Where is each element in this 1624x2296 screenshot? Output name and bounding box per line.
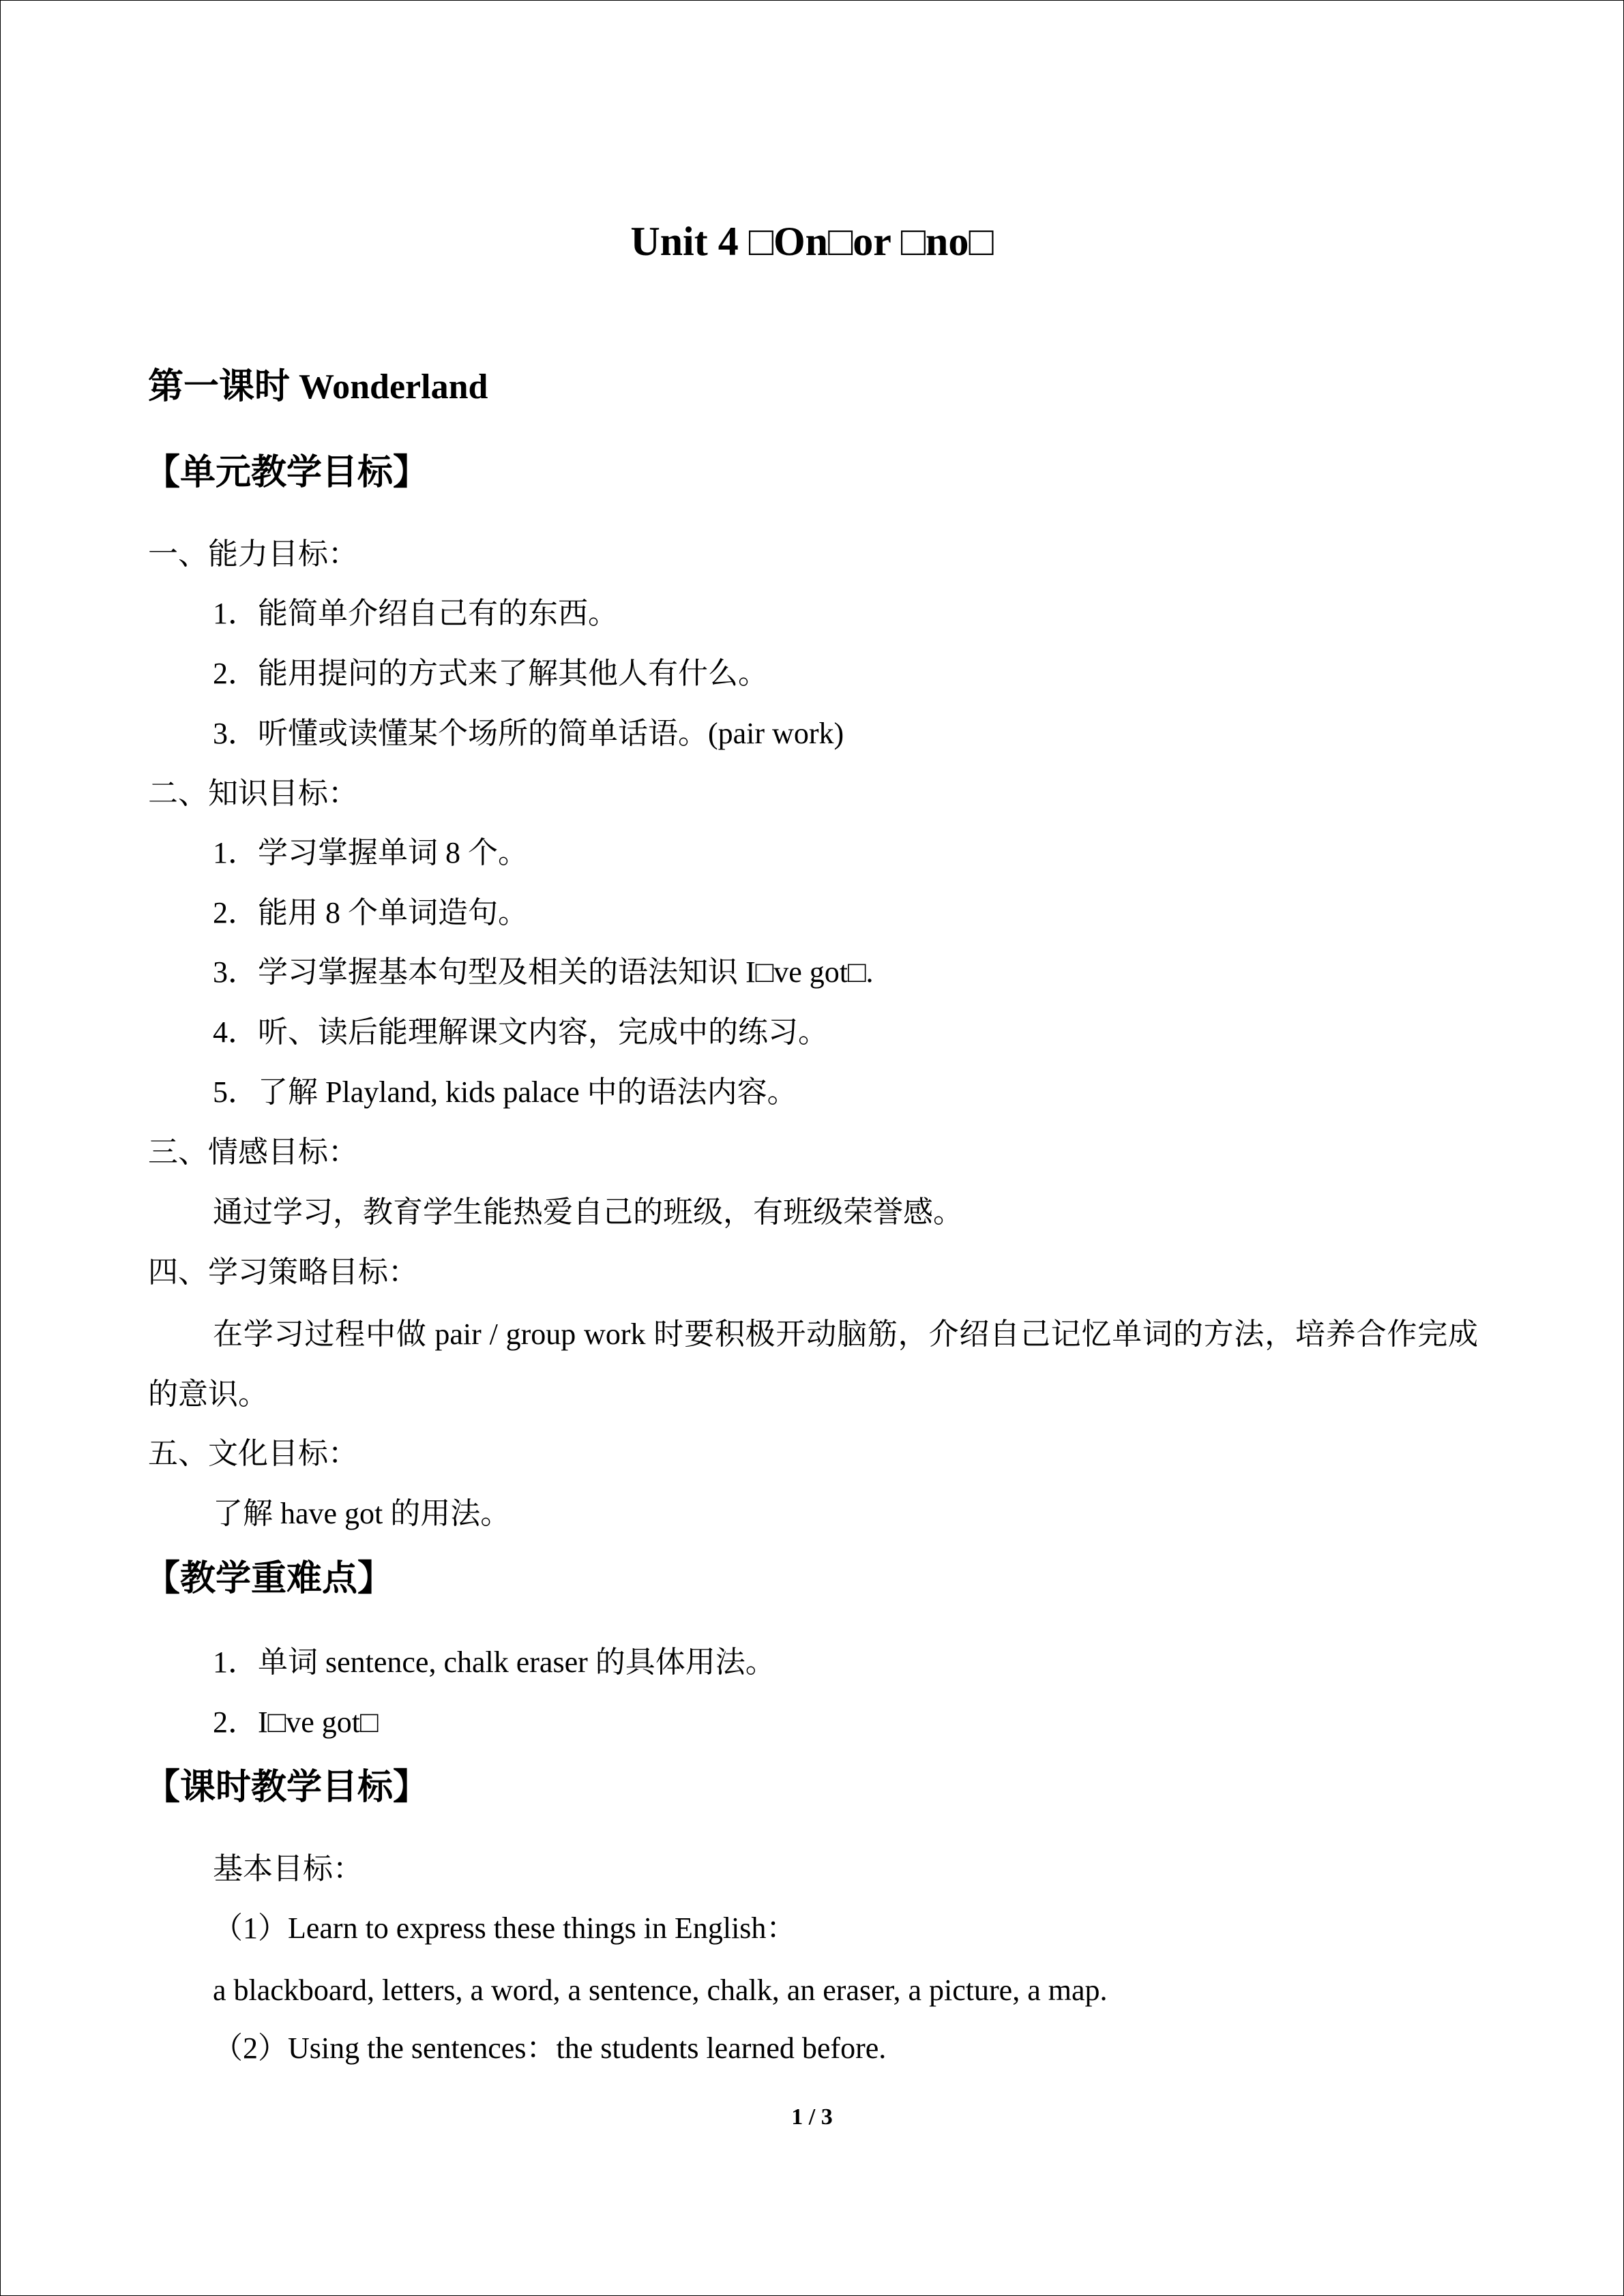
key-point-item-1: 1．单词 sentence, chalk eraser 的具体用法。 bbox=[213, 1645, 776, 1679]
strategy-heading: 四、学习策略目标： bbox=[148, 1255, 418, 1289]
knowledge-item-1: 1．学习掌握单词 8 个。 bbox=[213, 836, 528, 869]
ability-item-2: 2．能用提问的方式来了解其他人有什么。 bbox=[213, 657, 768, 690]
ability-heading: 一、能力目标： bbox=[148, 537, 358, 571]
basic-goal-item-2: （2）Using the sentences：the students learned before. bbox=[213, 2031, 887, 2065]
ability-item-3: 3．听懂或读懂某个场所的简单话语。(pair work) bbox=[213, 717, 844, 750]
section-heading-unit-goals: 【单元教学目标】 bbox=[145, 453, 429, 492]
lesson-title: 第一课时 Wonderland bbox=[148, 368, 488, 406]
knowledge-item-3: 3．学习掌握基本句型及相关的语法知识 I□ve got□. bbox=[213, 955, 874, 989]
basic-goal-item-1: （1）Learn to express these things in English： bbox=[213, 1911, 797, 1945]
knowledge-item-2: 2．能用 8 个单词造句。 bbox=[213, 896, 528, 929]
emotion-text: 通过学习，教育学生能热爱自己的班级，有班级荣誉感。 bbox=[213, 1195, 963, 1229]
vocabulary-list: a blackboard, letters, a word, a sentence, chalk, an eraser, a picture, a map. bbox=[213, 1973, 1108, 2007]
culture-text: 了解 have got 的用法。 bbox=[213, 1497, 511, 1530]
culture-heading: 五、文化目标： bbox=[148, 1437, 358, 1470]
page-number: 1 / 3 bbox=[791, 2104, 833, 2130]
key-point-item-2: 2．I□ve got□ bbox=[213, 1705, 379, 1739]
knowledge-item-4: 4．听、读后能理解课文内容，完成中的练习。 bbox=[213, 1015, 828, 1049]
section-heading-lesson-goals: 【课时教学目标】 bbox=[145, 1768, 429, 1807]
section-heading-key-points: 【教学重难点】 bbox=[145, 1560, 394, 1598]
strategy-text: 在学习过程中做 pair / group work 时要积极开动脑筋，介绍自己记忆单词的方法，培养合作完成的意识。 bbox=[148, 1317, 1478, 1411]
basic-goals-heading: 基本目标： bbox=[213, 1852, 363, 1885]
knowledge-item-5: 5．了解 Playland, kids palace 中的语法内容。 bbox=[213, 1075, 797, 1109]
knowledge-heading: 二、知识目标： bbox=[148, 777, 358, 810]
ability-item-1: 1．能简单介绍自己有的东西。 bbox=[213, 597, 618, 630]
emotion-heading: 三、情感目标： bbox=[148, 1135, 358, 1169]
document-title: Unit 4 □On□or □no□ bbox=[630, 219, 994, 264]
